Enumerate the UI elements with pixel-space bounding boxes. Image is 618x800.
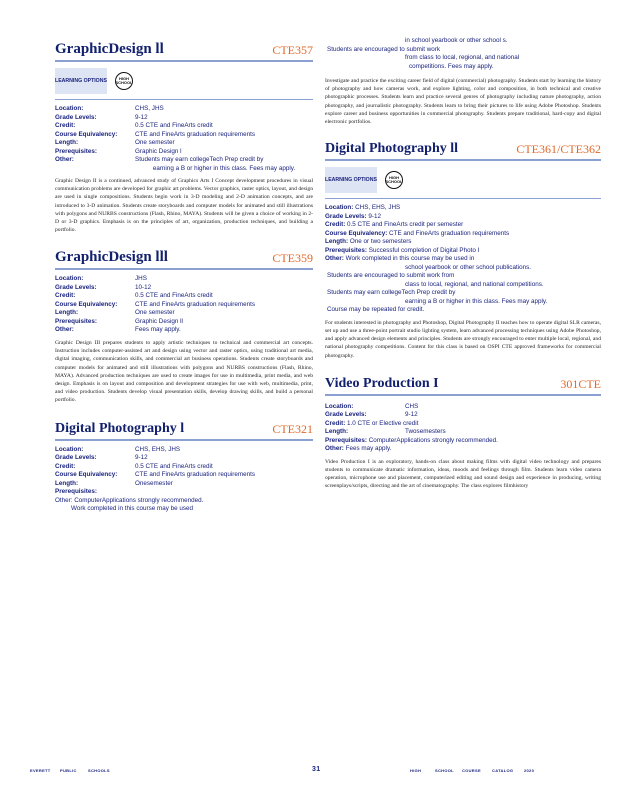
info-value: 0.5 CTE and FineArts credit xyxy=(135,292,213,300)
info-label: Credit: xyxy=(55,122,76,129)
info-label: Length: xyxy=(325,238,349,246)
course-info-digital-photography-2 xyxy=(325,204,601,315)
info-value: Graphic Design ll xyxy=(135,317,183,325)
info-label: Credit: xyxy=(55,462,76,470)
info-value: CHS, JHS xyxy=(135,105,164,112)
info-label: Grade Levels: xyxy=(55,113,97,121)
info-continued: earning a B or higher in this class. Fees may apply. xyxy=(405,297,548,305)
learning-options-label: LEARNING OPTIONS xyxy=(55,68,107,94)
course-info-digital-photography-1 xyxy=(55,446,313,514)
info-value: 1.0 CTE or Elective credit xyxy=(347,419,419,427)
info-value: 9-12 xyxy=(135,454,148,462)
continued-line: competitions. Fees may apply. xyxy=(409,62,494,70)
info-label: Grade Levels: xyxy=(325,212,367,220)
info-value: CTE and FineArts graduation requirements xyxy=(135,471,256,479)
footer-text: PUBLIC xyxy=(60,768,77,773)
info-value: 0.5 CTE and FineArts credit xyxy=(135,122,213,129)
info-value: CHS xyxy=(405,402,419,410)
footer-text: CATALOG xyxy=(492,768,514,773)
info-value: Twosemesters xyxy=(405,428,446,436)
info-value: Successful completion of Digital Photo I xyxy=(368,246,480,254)
footer-text: COURSE xyxy=(462,768,481,773)
course-info-graphic-design-3 xyxy=(55,275,313,335)
course-header-graphic-design-2 xyxy=(55,38,313,60)
info-label: Location: xyxy=(55,275,84,283)
info-label: Other: xyxy=(55,156,74,163)
info-label: Prerequisites: xyxy=(325,246,367,254)
divider xyxy=(55,439,313,441)
course-title: Video Production I xyxy=(325,375,439,391)
info-value: Onesemester xyxy=(135,479,173,487)
divider xyxy=(55,99,313,100)
footer-text: SCHOOLS xyxy=(88,768,110,773)
info-value: Work completed in this course may be used in xyxy=(345,255,475,263)
info-label: Other: xyxy=(325,255,344,263)
divider xyxy=(55,60,313,62)
info-label: Location: xyxy=(55,105,84,112)
left-column xyxy=(55,0,313,514)
learning-options-label: LEARNING OPTIONS xyxy=(325,167,377,193)
footer-text: SCHOOL xyxy=(435,768,454,773)
info-value: CTE and FineArts graduation requirements xyxy=(389,229,510,237)
course-code: 301CTE xyxy=(560,376,601,391)
course-code: CTE357 xyxy=(272,43,313,57)
course-code: CTE361/CTE362 xyxy=(516,142,601,157)
info-value: One semester xyxy=(135,309,175,317)
info-value: 10-12 xyxy=(135,283,152,291)
course-code: CTE321 xyxy=(272,421,313,436)
info-value: 9-12 xyxy=(135,113,148,121)
info-value xyxy=(135,488,313,497)
info-label: Location: xyxy=(325,204,354,212)
course-description: Graphic Design III prepares students to apply artistic techniques to technical and commercial art concepts. Instruction includes computer-assisted art and design using vector and raster optics, using traditional art media, digital imaging, communication skills, and commercial art business operations. Students create storyboards and computer models for animated and still illustrations with polygons and NURBS constructions (Flash, Rhino, MAYA). Advanced production techniques are used to create images for use in multimedia, print media, and web design. Emphasis is on layout and composition and development strategies for use with web, multimedia, print, and video production. Students develop visual presentation skills, develop drawing skills, and build a personal portfolio. xyxy=(55,339,313,404)
high-school-icon: HIGH SCHOOL xyxy=(385,171,403,189)
course-header-graphic-design-3 xyxy=(55,246,313,268)
info-other: Other: ComputerApplications strongly recommended. xyxy=(55,496,204,504)
learning-options xyxy=(55,66,313,96)
continued-line: in school yearbook or other school s. xyxy=(405,37,508,44)
info-continued: Course may be repeated for credit. xyxy=(327,306,425,314)
course-code: CTE359 xyxy=(272,251,313,266)
info-label: Other: xyxy=(325,445,344,453)
continued-line: from class to local, regional, and national xyxy=(405,54,520,61)
info-value: One semester xyxy=(135,139,175,146)
course-info-graphic-design-2 xyxy=(55,105,313,173)
info-value: 9-12 xyxy=(368,212,382,220)
divider xyxy=(55,268,313,270)
footer-text: HIGH xyxy=(410,768,422,773)
info-value: 0.5 CTE and FineArts credit xyxy=(135,462,213,470)
info-value: 9-12 xyxy=(405,411,418,419)
info-label: Prerequisites: xyxy=(325,436,367,444)
info-continued: Work completed in this course may be used xyxy=(71,505,194,513)
course-title: Digital Photography l xyxy=(55,420,185,436)
continued-info xyxy=(325,37,601,71)
info-continued: earning a B or higher in this class. Fees may apply. xyxy=(152,164,296,172)
info-continued: class to local, regional, and national competitions. xyxy=(405,280,544,288)
info-label: Course Equivalency: xyxy=(55,300,118,308)
info-label: Course Equivalency: xyxy=(55,471,118,479)
info-value: 0.5 CTE and FineArts credit per semester xyxy=(347,221,464,229)
info-value: CHS, EHS, JHS xyxy=(355,204,401,212)
info-value: Students may earn collegeTech Prep credit by xyxy=(135,156,264,163)
course-description: Graphic Design II is a continued, advanced study of Graphics Arts I Concept development procedures in visual communication problems are developed for graphic art problems. Vector graphics, raster optics, layout, and design are used in single compositions. Students begin work in 3-D modeling and 2-D animation concepts, and are introduced to 3-D animation. Students create storyboards and computer models for animated and still illustrations with polygons and NURBS constructions (Flash, Rhino, MAYA). Students will be given a choice of working in 2-D or 3-D graphics. Emphasis is on the principles of art, organization, production techniques, and building a portfolio. xyxy=(55,178,313,234)
info-label: Other: xyxy=(55,326,74,334)
info-label: Length: xyxy=(55,139,79,146)
info-value: Graphic Design l xyxy=(135,147,182,155)
info-value: Fees may apply. xyxy=(345,445,392,453)
course-info-video-production-1 xyxy=(325,403,601,454)
continued-line: Students are encouraged to submit work xyxy=(327,45,441,53)
info-label: Prerequisites: xyxy=(55,147,97,155)
divider xyxy=(325,394,601,396)
info-value: Fees may apply. xyxy=(135,326,181,334)
info-value: JHS xyxy=(135,275,147,283)
info-label: Course Equivalency: xyxy=(325,229,388,237)
course-header-digital-photography-2 xyxy=(325,137,601,159)
divider xyxy=(325,198,601,199)
info-label: Course Equivalency: xyxy=(55,130,118,138)
info-label: Credit: xyxy=(55,292,76,300)
course-title: Digital Photography ll xyxy=(325,141,459,157)
info-value: CTE and FineArts graduation requirements xyxy=(135,130,256,138)
course-header-digital-photography-1 xyxy=(55,417,313,439)
footer-text: 2020 xyxy=(524,768,535,773)
info-value: One or two semesters xyxy=(349,238,412,246)
course-description: Video Production I is an exploratory, hands-on class about making films with digital video technology and prepares students to communicate dramatic information, ideas, moods and feelings through film. Students learn video camera operation, microphone use and placement, computerized editing and sound design and experience in producing, writing screenplays/scripts, directing and the art of cinematography. The class explores filmhistory xyxy=(325,458,601,490)
info-label: Grade Levels: xyxy=(55,454,97,462)
info-label: Credit: xyxy=(325,419,346,427)
info-label: Credit: xyxy=(325,221,346,229)
info-label: Length: xyxy=(55,479,79,487)
footer-text: EVERETT xyxy=(30,768,51,773)
course-description: For students interested in photography and Photoshop, Digital Photography II teaches how to operate digital SLR cameras, set up and use a three-point portrait studio lighting system, learn advanced processing techniques using Adobe Photoshop, and apply advanced design elements and principles. Students are strongly encouraged to enter multiple local, regional, and national photography competitions. Content for this class is based on OSPI CTE approved frameworks for commercial photography. xyxy=(325,319,601,359)
page-number: 31 xyxy=(312,766,321,773)
info-label: Grade Levels: xyxy=(325,411,367,419)
info-continued: Students may earn collegeTech Prep credit by xyxy=(327,289,456,297)
info-value: ComputerApplications strongly recommended. xyxy=(368,436,498,444)
course-title: GraphicDesign lll xyxy=(55,249,168,266)
info-label: Prerequisites: xyxy=(55,317,97,325)
right-column xyxy=(325,0,601,491)
course-description: Investigate and practice the exciting career field of digital (commercial) photography. Students start by learning the history of photography and how cameras work, and explore lighting, color and composition, in both technical and creative photographic processes. Students learn and practice several genres of photography including nature photography, action photography, and journalistic photography. Students learn to bring their pictures to life using Adobe Photoshop. Students explore career and business opportunities in commercial photography. Students prepare traditional, hard-copy and digital electronic portfolios. xyxy=(325,78,601,126)
high-school-icon: HIGH SCHOOL xyxy=(115,72,133,90)
course-header-video-production-1 xyxy=(325,372,601,394)
info-label: Location: xyxy=(325,402,354,410)
info-label: Length: xyxy=(325,428,349,436)
divider xyxy=(325,159,601,161)
info-value: CHS, EHS, JHS xyxy=(135,445,181,453)
info-label: Prerequisites: xyxy=(55,488,97,496)
course-title: GraphicDesign ll xyxy=(55,41,164,57)
info-value: CTE and FineArts graduation requirements xyxy=(135,300,256,308)
info-label: Grade Levels: xyxy=(55,283,97,291)
info-continued: Students are encouraged to submit work from xyxy=(327,272,455,280)
learning-options xyxy=(325,165,601,195)
info-label: Length: xyxy=(55,309,79,317)
info-continued: school yearbook or other school publications. xyxy=(405,263,532,271)
info-label: Location: xyxy=(55,445,84,453)
